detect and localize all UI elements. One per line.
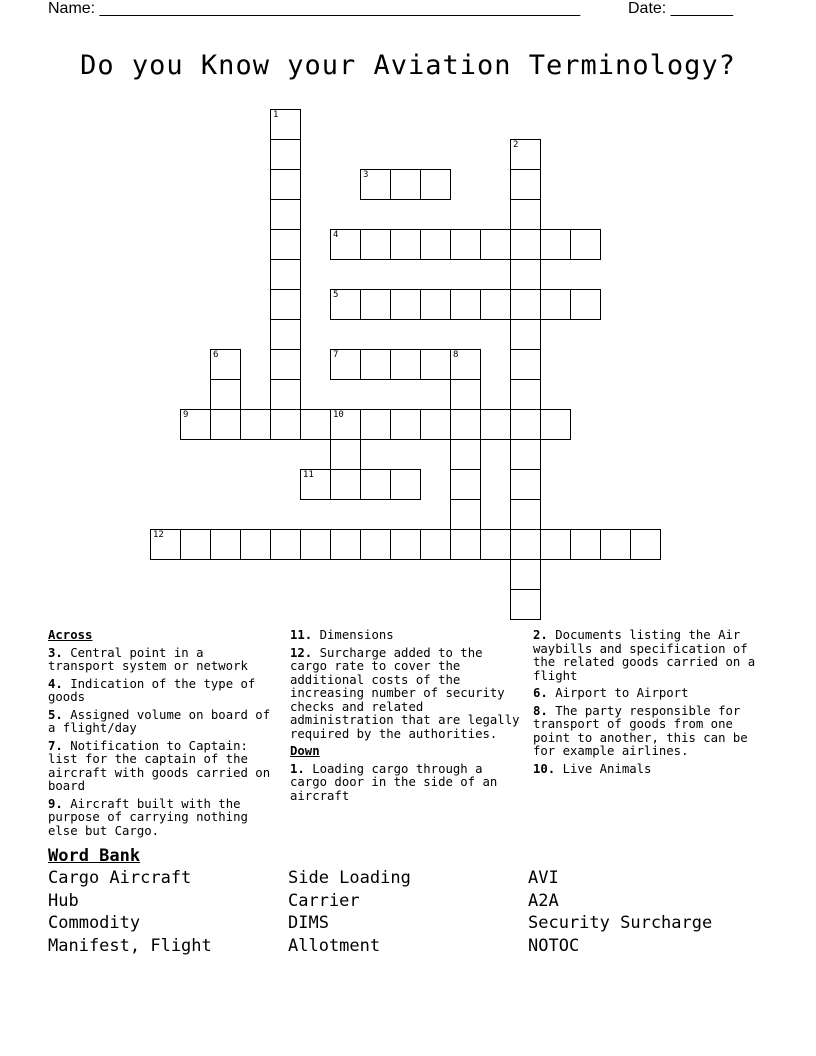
grid-cell[interactable]	[270, 199, 301, 230]
word-bank-item: Commodity	[48, 913, 141, 934]
grid-cell[interactable]	[450, 529, 481, 560]
clue-number: 10	[333, 410, 344, 420]
clue-number: 7	[333, 350, 339, 360]
clue-number: 5	[333, 290, 339, 300]
grid-cell[interactable]	[450, 379, 481, 410]
grid-cell[interactable]	[270, 409, 301, 440]
date-field[interactable]: Date: _______	[628, 0, 733, 17]
grid-cell[interactable]	[390, 469, 421, 500]
word-bank-item: Side Loading	[288, 868, 411, 888]
grid-cell[interactable]	[270, 349, 301, 380]
grid-cell[interactable]	[270, 259, 301, 290]
grid-cell[interactable]	[420, 529, 451, 560]
grid-cell[interactable]	[390, 349, 421, 380]
grid-cell[interactable]	[540, 529, 571, 560]
grid-cell[interactable]	[450, 469, 481, 500]
grid-cell[interactable]	[390, 529, 421, 560]
grid-cell[interactable]	[510, 319, 541, 350]
grid-cell[interactable]	[510, 259, 541, 290]
grid-cell[interactable]	[360, 529, 391, 560]
grid-cell[interactable]	[360, 409, 391, 440]
grid-cell[interactable]	[570, 289, 601, 320]
grid-cell[interactable]	[600, 529, 631, 560]
grid-cell[interactable]	[300, 409, 331, 440]
clues-column-3	[533, 629, 771, 780]
grid-cell[interactable]	[360, 229, 391, 260]
grid-cell[interactable]	[360, 289, 391, 320]
word-bank-item: Manifest, Flight	[48, 936, 212, 957]
clue-number: 1	[273, 110, 279, 120]
clue-across-4: 4. Indication of the type of goods	[48, 676, 256, 704]
grid-cell[interactable]	[510, 529, 541, 560]
grid-cell[interactable]	[450, 349, 481, 380]
grid-cell[interactable]	[420, 409, 451, 440]
clue-down-8: 8. The party responsible for transport of goods from one point to another, this can be for example airlines.	[533, 703, 748, 758]
grid-cell[interactable]	[270, 169, 301, 200]
grid-cell[interactable]	[510, 229, 541, 260]
grid-cell[interactable]	[300, 469, 331, 500]
grid-cell[interactable]	[630, 529, 661, 560]
clue-across-3: 3. Central point in a transport system or network	[48, 645, 248, 673]
word-bank-column-3	[528, 867, 712, 958]
clue-number: 12	[153, 530, 164, 540]
clues-column-1	[48, 629, 276, 842]
clue-number: 8	[453, 350, 459, 360]
clue-number: 9	[183, 410, 189, 420]
grid-cell[interactable]	[360, 469, 391, 500]
grid-cell[interactable]	[180, 409, 211, 440]
grid-cell[interactable]	[210, 349, 241, 380]
grid-cell[interactable]	[330, 439, 361, 470]
grid-cell[interactable]	[510, 439, 541, 470]
grid-cell[interactable]	[450, 499, 481, 530]
grid-cell[interactable]	[270, 289, 301, 320]
grid-cell[interactable]	[480, 409, 511, 440]
grid-cell[interactable]	[540, 289, 571, 320]
clue-across-7: 7. Notification to Captain: list for the captain of the aircraft with goods carried on board	[48, 738, 271, 793]
clue-number: 4	[333, 230, 339, 240]
grid-cell[interactable]	[510, 499, 541, 530]
grid-cell[interactable]	[510, 289, 541, 320]
grid-cell[interactable]	[330, 229, 361, 260]
grid-cell[interactable]	[360, 169, 391, 200]
grid-cell[interactable]	[510, 409, 541, 440]
clue-across-11: 11. Dimensions	[290, 628, 394, 642]
grid-cell[interactable]	[420, 349, 451, 380]
word-bank-item: AVI	[528, 868, 559, 888]
grid-cell[interactable]	[270, 319, 301, 350]
grid-cell[interactable]	[510, 559, 541, 590]
grid-cell[interactable]	[330, 529, 361, 560]
word-bank-item: Carrier	[288, 890, 360, 911]
grid-cell[interactable]	[240, 529, 271, 560]
word-bank-title: Word Bank	[48, 846, 141, 866]
clue-down-10: 10. Live Animals	[533, 761, 652, 776]
clue-number: 3	[363, 170, 369, 180]
grid-cell[interactable]	[420, 289, 451, 320]
clue-number: 11	[303, 470, 314, 480]
word-bank-item: A2A	[528, 890, 559, 911]
grid-cell[interactable]	[330, 469, 361, 500]
across-heading: Across	[48, 628, 93, 642]
grid-cell[interactable]	[210, 409, 241, 440]
grid-cell[interactable]	[270, 229, 301, 260]
word-bank-item: Security Surcharge	[528, 913, 713, 934]
clues-column-2	[290, 629, 526, 807]
grid-cell[interactable]	[270, 379, 301, 410]
clue-down-6: 6. Airport to Airport	[533, 686, 689, 700]
grid-cell[interactable]	[510, 199, 541, 230]
word-bank-column-2	[288, 867, 411, 958]
grid-cell[interactable]	[450, 289, 481, 320]
word-bank-item: DIMS	[288, 913, 329, 934]
grid-cell[interactable]	[390, 409, 421, 440]
grid-cell[interactable]	[480, 289, 511, 320]
grid-cell[interactable]	[270, 139, 301, 170]
grid-cell[interactable]	[450, 229, 481, 260]
grid-cell[interactable]	[450, 439, 481, 470]
grid-cell[interactable]	[480, 529, 511, 560]
grid-cell[interactable]	[210, 379, 241, 410]
word-bank-item: Allotment	[288, 936, 381, 957]
grid-cell[interactable]	[210, 529, 241, 560]
clue-across-9: 9. Aircraft built with the purpose of carrying nothing else but Cargo.	[48, 796, 248, 838]
page-title: Do you Know your Aviation Terminology?	[80, 50, 736, 81]
word-bank-item: Cargo Aircraft	[48, 868, 192, 888]
grid-cell[interactable]	[330, 409, 361, 440]
grid-cell[interactable]	[270, 529, 301, 560]
word-bank-item: Hub	[48, 890, 79, 911]
grid-cell[interactable]	[330, 349, 361, 380]
name-field[interactable]: Name: ______________________________________________________	[48, 0, 581, 17]
grid-cell[interactable]	[420, 169, 451, 200]
grid-cell[interactable]	[270, 109, 301, 140]
grid-cell[interactable]	[360, 349, 391, 380]
grid-cell[interactable]	[540, 229, 571, 260]
grid-cell[interactable]	[570, 529, 601, 560]
down-heading: Down	[290, 744, 320, 758]
grid-cell[interactable]	[510, 379, 541, 410]
grid-cell[interactable]	[510, 589, 541, 620]
grid-cell[interactable]	[510, 469, 541, 500]
grid-cell[interactable]	[300, 529, 331, 560]
grid-cell[interactable]	[480, 229, 511, 260]
grid-cell[interactable]	[420, 229, 451, 260]
clue-across-12: 12. Surcharge added to the cargo rate to cover the additional costs of the increasing number of security checks and related administration that are legally required by the authorities.	[290, 645, 520, 741]
grid-cell[interactable]	[570, 229, 601, 260]
clue-down-1: 1. Loading cargo through a cargo door in the side of an aircraft	[290, 761, 498, 803]
clue-down-2: 2. Documents listing the Air waybills and specification of the related goods carried on a flight	[533, 628, 756, 683]
grid-cell[interactable]	[510, 139, 541, 170]
clue-number: 2	[513, 140, 519, 150]
grid-cell[interactable]	[180, 529, 211, 560]
word-bank-column-1	[48, 867, 212, 958]
grid-cell[interactable]	[510, 169, 541, 200]
grid-cell[interactable]	[450, 409, 481, 440]
grid-cell[interactable]	[390, 169, 421, 200]
grid-cell[interactable]	[330, 289, 361, 320]
grid-cell[interactable]	[240, 409, 271, 440]
grid-cell[interactable]	[150, 529, 181, 560]
word-bank-item: NOTOC	[528, 936, 580, 957]
clue-across-5: 5. Assigned volume on board of a flight/day	[48, 707, 271, 735]
grid-cell[interactable]	[540, 409, 571, 440]
clue-number: 6	[213, 350, 219, 360]
grid-cell[interactable]	[390, 229, 421, 260]
grid-cell[interactable]	[510, 349, 541, 380]
grid-cell[interactable]	[390, 289, 421, 320]
